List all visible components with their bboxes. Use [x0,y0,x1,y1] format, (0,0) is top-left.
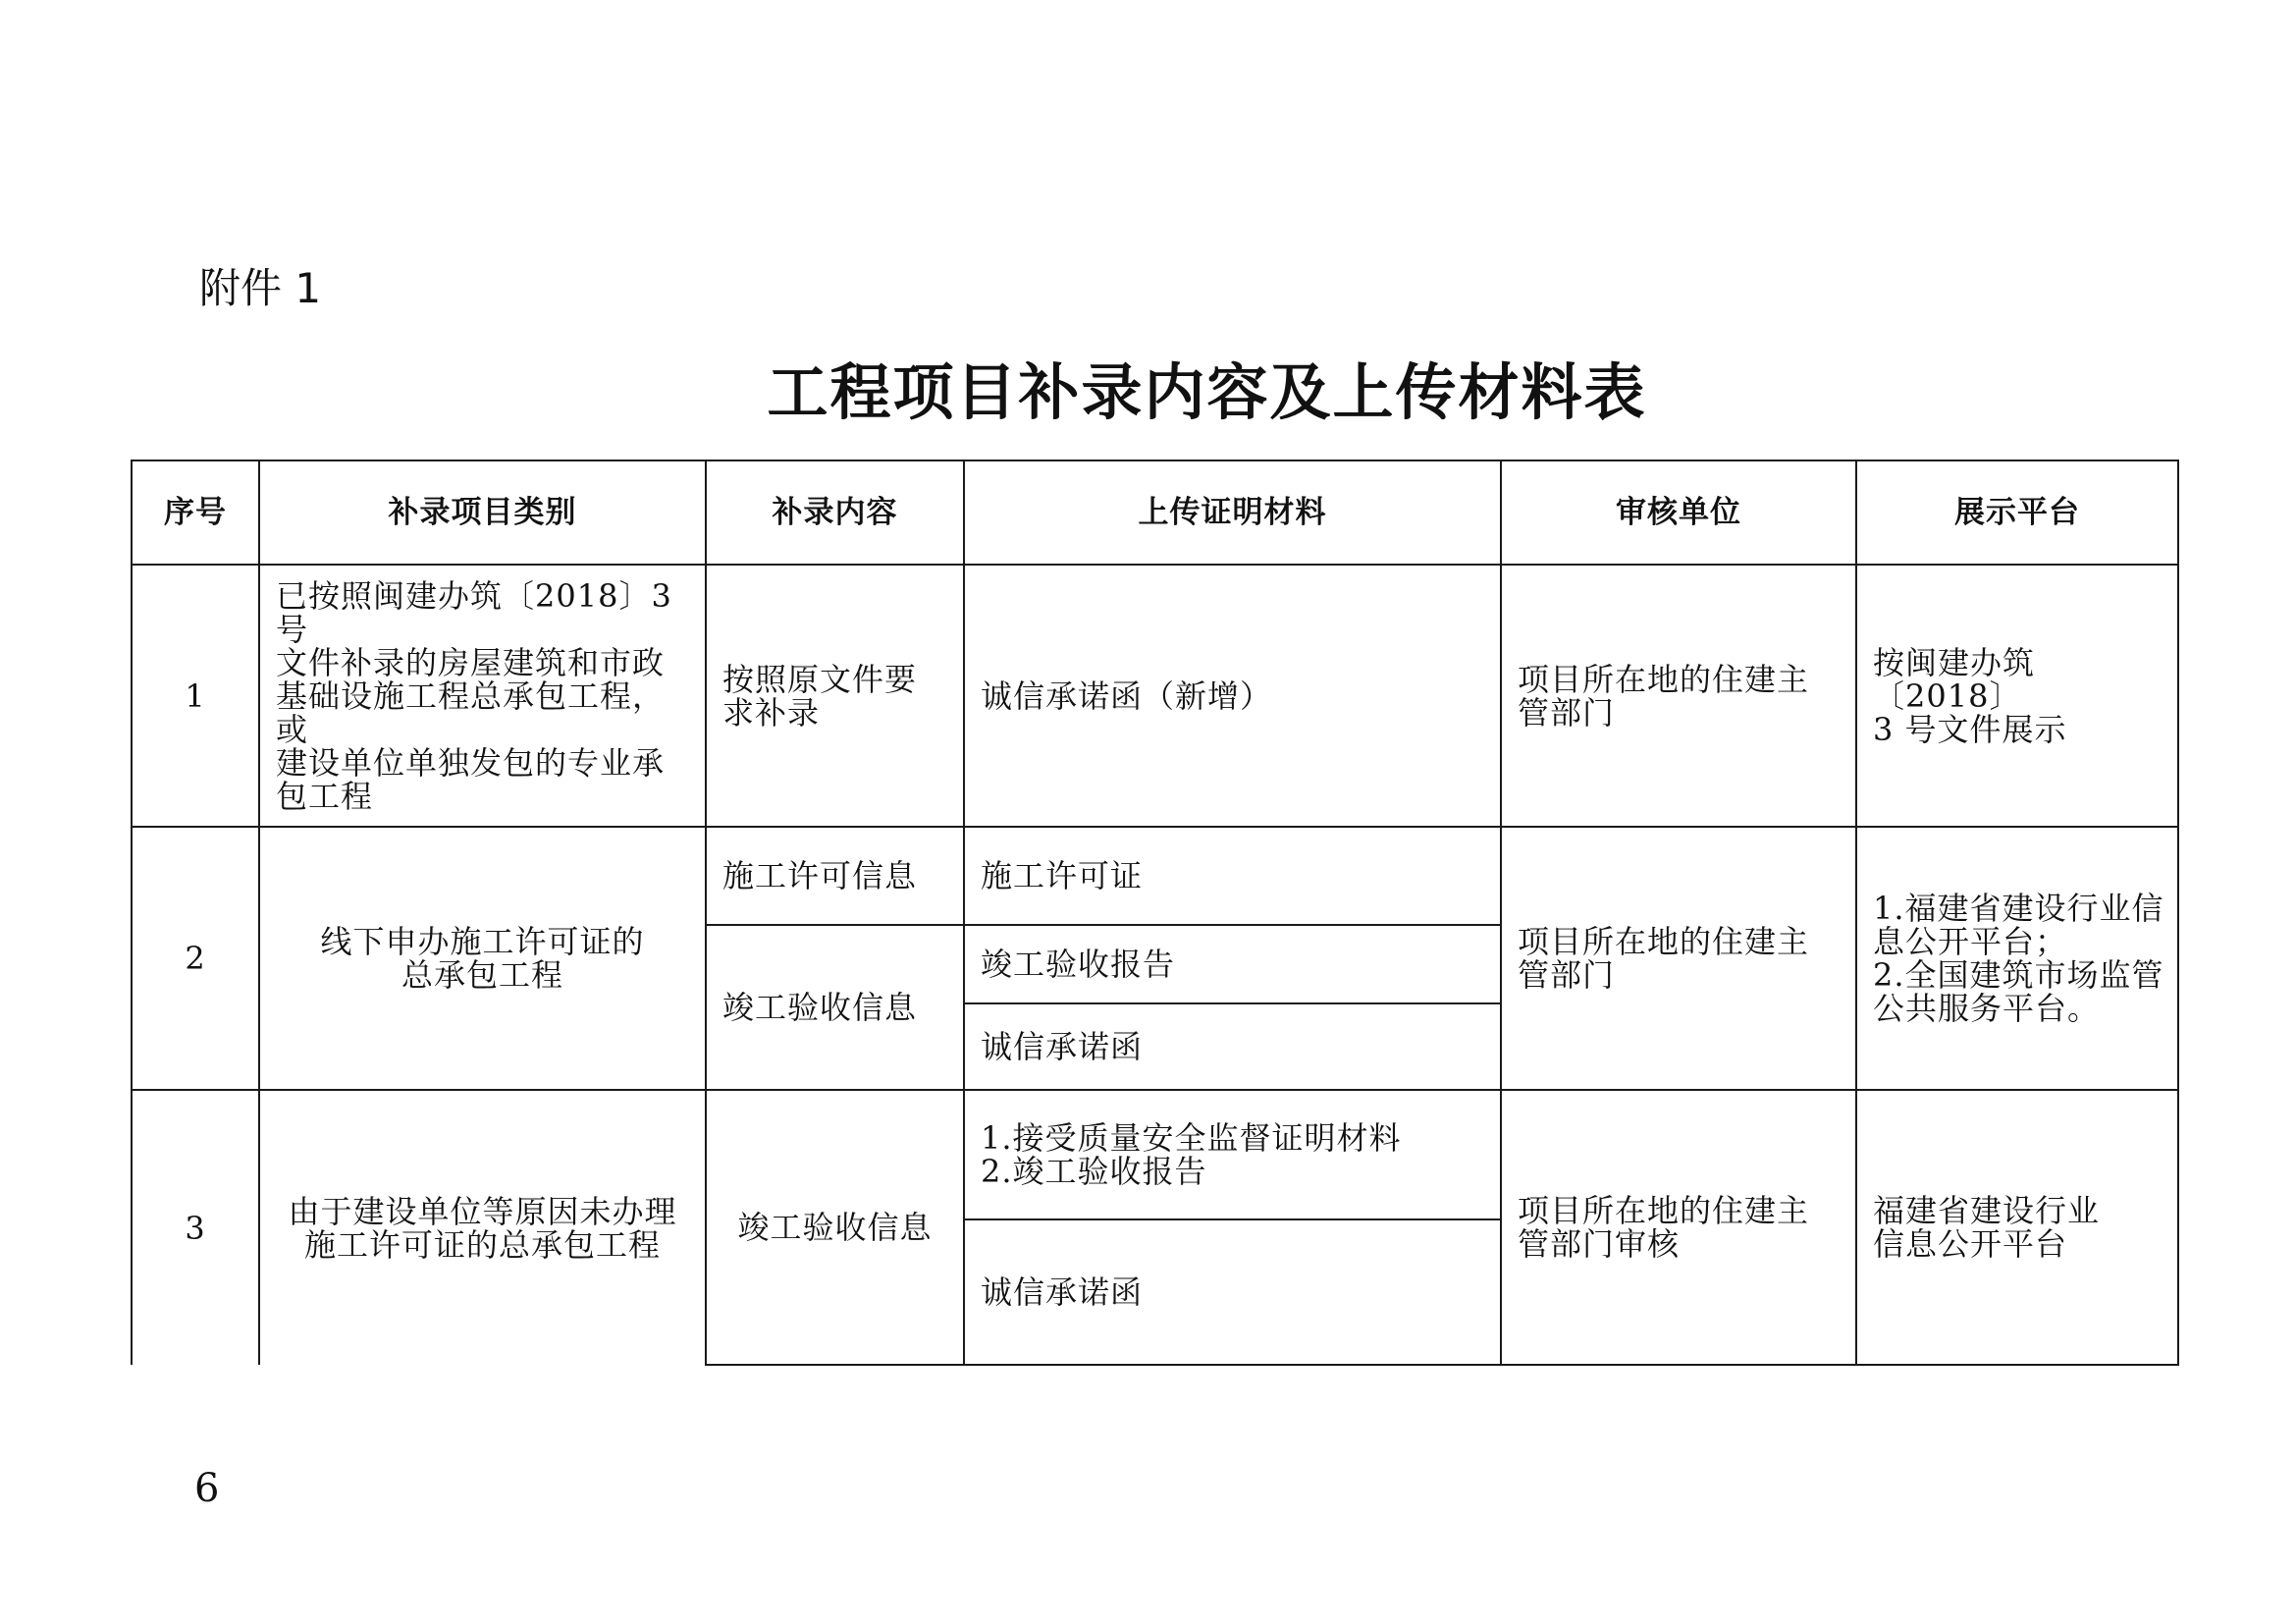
row-category: 已按照闽建办筑〔2018〕3 号 文件补录的房屋建筑和市政 基础设施工程总承包工程，或 建设单位单独发包的专业承 包工程 [259,565,706,827]
row-category: 线下申办施工许可证的 总承包工程 [259,827,706,1090]
row-index: 1 [132,565,259,827]
document-title: 工程项目补录内容及上传材料表 [767,356,1647,428]
table-header-row [132,460,2178,565]
header-category: 补录项目类别 [259,460,706,565]
header-reviewer: 审核单位 [1501,460,1856,565]
table-row [132,827,2178,925]
materials-table [131,460,2179,1366]
header-index: 序号 [132,460,259,565]
page-number: 6 [194,1466,220,1511]
row-content: 施工许可信息 [706,827,964,925]
row-material: 施工许可证 [964,827,1501,925]
row-material: 诚信承诺函（新增） [964,565,1501,827]
attachment-label: 附件 1 [199,264,322,312]
row-platform: 按闽建办筑〔2018〕 3 号文件展示 [1856,565,2178,827]
row-content: 按照原文件要 求补录 [706,565,964,827]
row-material: 诚信承诺函 [964,1003,1501,1090]
row-reviewer: 项目所在地的住建主 管部门审核 [1501,1090,1856,1365]
row-category: 由于建设单位等原因未办理 施工许可证的总承包工程 [259,1090,706,1365]
row-reviewer: 项目所在地的住建主 管部门 [1501,827,1856,1090]
row-content: 竣工验收信息 [706,1090,964,1365]
row-platform: 1.福建省建设行业信 息公开平台； 2.全国建筑市场监管 公共服务平台。 [1856,827,2178,1090]
header-platform: 展示平台 [1856,460,2178,565]
row-platform: 福建省建设行业 信息公开平台 [1856,1090,2178,1365]
row-reviewer: 项目所在地的住建主 管部门 [1501,565,1856,827]
header-material: 上传证明材料 [964,460,1501,565]
row-content: 竣工验收信息 [706,925,964,1090]
row-material: 竣工验收报告 [964,925,1501,1003]
table-row [132,565,2178,827]
header-content: 补录内容 [706,460,964,565]
table-row [132,1090,2178,1219]
row-material: 1.接受质量安全监督证明材料 2.竣工验收报告 [964,1090,1501,1219]
row-material: 诚信承诺函 [964,1219,1501,1365]
row-index: 2 [132,827,259,1090]
row-index: 3 [132,1090,259,1365]
